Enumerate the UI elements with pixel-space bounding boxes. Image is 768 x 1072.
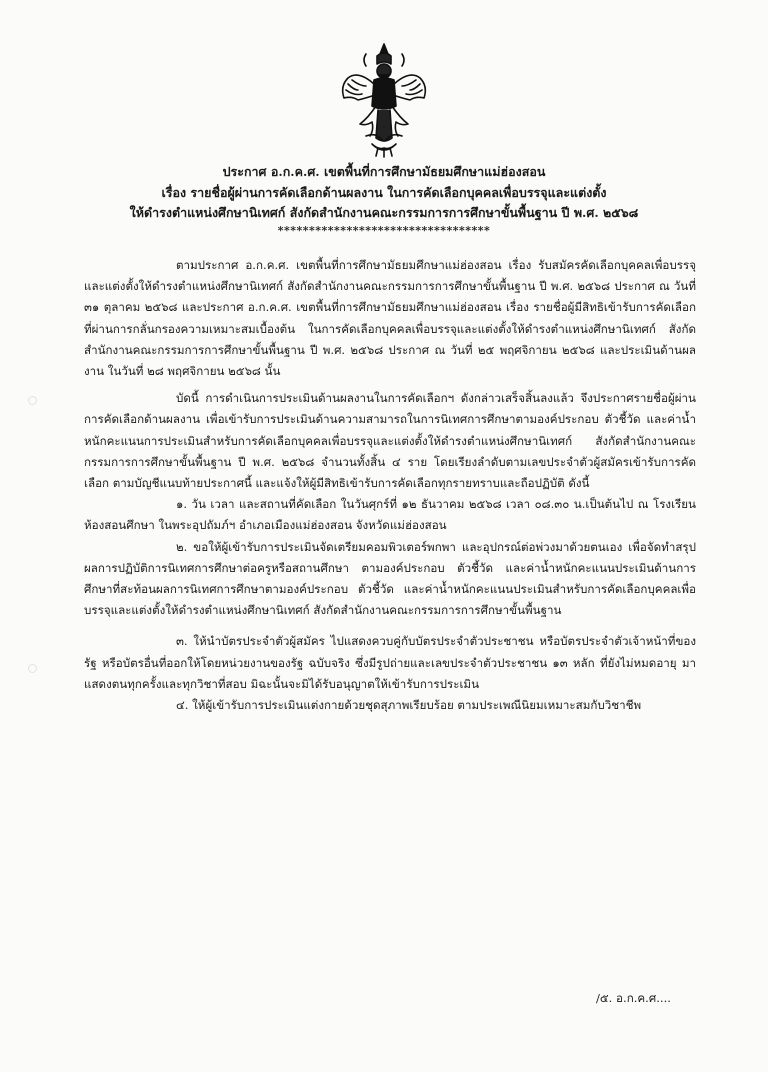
heading-separator: **********************************	[277, 224, 491, 237]
garuda-emblem-icon	[336, 40, 432, 158]
punch-hole-mark	[28, 396, 37, 405]
heading-line-2: เรื่อง รายชื่อผู้ผ่านการคัดเลือกด้านผลงาน ในการคัดเลือกบุคคลเพื่อบรรจุและแต่งตั้ง	[161, 184, 607, 200]
paragraph-announcement: บัดนี้ การดำเนินการประเมินด้านผลงานในการคัดเลือกฯ ดังกล่าวเสร็จสิ้นลงแล้ว จึงประกาศรายชื่อผู้ผ่านการคัดเลือกด้านผลงาน เพื่อเข้ารับการประเมินด้านความสามารถในการนิเทศการศึกษาตามองค์ประกอบ ตัวชี้วัด และค่าน้ำหนักคะแนนการประเมินสำหรับการคัดเลือกบุคคลเพื่อบรรจุและแต่งตั้งให้ดำรงตำแหน่งศึกษานิเทศก์ สังกัดสำนักงานคณะกรรมการการศึกษาขั้นพื้นฐาน ปี พ.ศ. ๒๕๖๘ จำนวนทั้งสิ้น ๔ ราย โดยเรียงลำดับตามเลขประจำตัวผู้สมัครเข้ารับการคัดเลือก ตามบัญชีแนบท้ายประกาศนี้ และแจ้งให้ผู้มีสิทธิเข้ารับการคัดเลือกทุกรายทราบและถือปฏิบัติ ดังนี้	[84, 391, 696, 491]
paragraph-item-3: ๓. ให้นำบัตรประจำตัวผู้สมัคร ไปแสดงควบคู่กับบัตรประจำตัวประชาชน หรือบัตรประจำตัวเจ้าหน้าที่ของรัฐ หรือบัตรอื่นที่ออกให้โดยหน่วยงานของรัฐ ฉบับจริง ซึ่งมีรูปถ่ายและเลขประจำตัวประชาชน ๑๓ หลัก ที่ยังไม่หมดอายุ มาแสดงตนทุกครั้งและทุกวิชาที่สอบ มิฉะนั้นจะมิได้รับอนุญาตให้เข้ารับการประเมิน	[84, 634, 696, 691]
heading-line-1: ประกาศ อ.ก.ค.ศ. เขตพื้นที่การศึกษามัธยมศึกษาแม่ฮ่องสอน	[222, 164, 546, 179]
punch-hole-mark	[28, 664, 37, 673]
paragraph-item-2: ๒. ขอให้ผู้เข้ารับการประเมินจัดเตรียมคอมพิวเตอร์พกพา และอุปกรณ์ต่อพ่วงมาด้วยตนเอง เพื่อจัดทำสรุปผลการปฏิบัติการนิเทศการศึกษาต่อครูหรือสถานศึกษา ตามองค์ประกอบ ตัวชี้วัด และค่าน้ำหนักคะแนนประเมินด้านการศึกษาที่สะท้อนผลการนิเทศการศึกษาตามองค์ประกอบ ตัวชี้วัด และค่าน้ำหนักคะแนนประเมินสำหรับการคัดเลือกบุคคลเพื่อบรรจุและแต่งตั้งให้ดำรงตำแหน่งศึกษานิเทศก์ สังกัดสำนักงานคณะกรรมการการศึกษาขั้นพื้นฐาน	[84, 539, 696, 618]
paragraph-item-4: ๔. ให้ผู้เข้ารับการประเมินแต่งกายด้วยชุดสุภาพเรียบร้อย ตามประเพณีนิยมเหมาะสมกับวิชาชีพ	[176, 698, 642, 713]
paragraph-reference: ตามประกาศ อ.ก.ค.ศ. เขตพื้นที่การศึกษามัธยมศึกษาแม่ฮ่องสอน เรื่อง รับสมัครคัดเลือกบุคคลเพื่อบรรจุและแต่งตั้งให้ดำรงตำแหน่งศึกษานิเทศก์ สังกัดสำนักงานคณะกรรมการการศึกษาขั้นพื้นฐาน ปี พ.ศ. ๒๕๖๘ ประกาศ ณ วันที่ ๓๑ ตุลาคม ๒๕๖๘ และประกาศ อ.ก.ค.ศ. เขตพื้นที่การศึกษามัธยมศึกษาแม่ฮ่องสอน เรื่อง รายชื่อผู้มีสิทธิเข้ารับการคัดเลือกที่ผ่านการกลั่นกรองความเหมาะสมเบื้องต้น ในการคัดเลือกบุคคลเพื่อบรรจุและแต่งตั้งให้ดำรงตำแหน่งศึกษานิเทศก์ สังกัดสำนักงานคณะกรรมการการศึกษาขั้นพื้นฐาน ปี พ.ศ. ๒๕๖๘ ประกาศ ณ วันที่ ๒๕ พฤศจิกายน ๒๕๖๘ และประเมินด้านผลงาน ในวันที่ ๒๘ พฤศจิกายน ๒๕๖๘ นั้น	[84, 258, 696, 379]
page-continuation: /๕. อ.ก.ค.ศ....	[596, 991, 671, 1005]
announcement-heading	[40, 162, 728, 224]
paragraph-item-1: ๑. วัน เวลา และสถานที่คัดเลือก ในวันศุกร์ที่ ๑๒ ธันวาคม ๒๕๖๘ เวลา ๐๘.๓๐ น.เป็นต้นไป ณ โรงเรียนห้องสอนศึกษา ในพระอุปถัมภ์ฯ อำเภอเมืองแม่ฮ่องสอน จังหวัดแม่ฮ่องสอน	[84, 497, 696, 533]
heading-line-3: ให้ดำรงตำแหน่งศึกษานิเทศก์ สังกัดสำนักงานคณะกรรมการการศึกษาขั้นพื้นฐาน ปี พ.ศ. ๒๕๖๘	[129, 205, 639, 220]
announcement-body	[84, 255, 696, 716]
